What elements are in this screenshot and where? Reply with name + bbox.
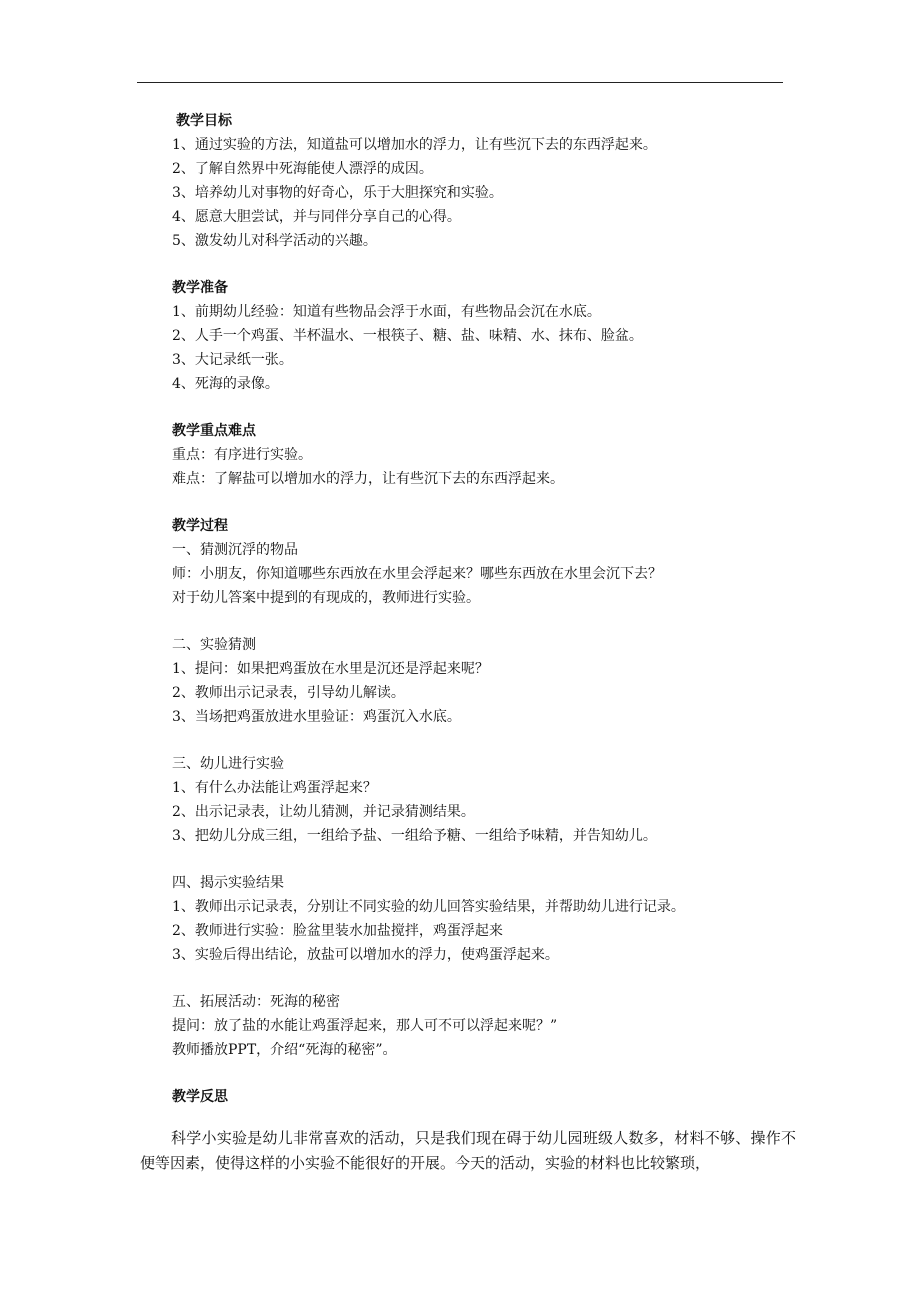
section-heading-goals: 教学目标: [176, 113, 232, 129]
list-item: 2、人手一个鸡蛋、半杯温水、一根筷子、糖、盐、味精、水、抹布、脸盆。: [172, 328, 643, 344]
spacer: [172, 1062, 792, 1085]
list-item: 1、教师出示记录表，分别让不同实验的幼儿回答实验结果，并帮助幼儿进行记录。: [172, 899, 685, 915]
list-item: 3、把幼儿分成三组，一组给予盐、一组给予糖、一组给予味精，并告知幼儿。: [172, 828, 657, 844]
list-item: 5、激发幼儿对科学活动的兴趣。: [172, 233, 377, 249]
list-item: 3、培养幼儿对事物的好奇心，乐于大胆探究和实验。: [172, 185, 503, 201]
list-item: 3、大记录纸一张。: [172, 352, 293, 368]
spacer: [172, 491, 792, 514]
spacer: [172, 610, 792, 633]
reflection-paragraph: 科学小实验是幼儿非常喜欢的活动，只是我们现在碍于幼儿园班级人数多，材料不够、操作不便等因素，使得这样的小实验不能很好的开展。今天的活动，实验的材料也比较繁琐，: [140, 1129, 796, 1172]
list-item: 提问：放了盐的水能让鸡蛋浮起来，那人可不可以浮起来呢？”: [172, 1018, 558, 1034]
spacer: [172, 848, 792, 871]
subsection-title: 三、幼儿进行实验: [172, 756, 284, 772]
document-body: [172, 109, 792, 1109]
list-item: 2、了解自然界中死海能使人漂浮的成因。: [172, 161, 433, 177]
list-item: 重点：有序进行实验。: [172, 447, 312, 463]
list-item: 2、出示记录表，让幼儿猜测，并记录猜测结果。: [172, 804, 475, 820]
list-item: 2、教师出示记录表，引导幼儿解读。: [172, 685, 405, 701]
list-item: 教师播放PPT，介绍“死海的秘密”。: [172, 1042, 397, 1058]
list-item: 师：小朋友，你知道哪些东西放在水里会浮起来？哪些东西放在水里会沉下去？: [172, 566, 662, 582]
list-item: 4、死海的录像。: [172, 376, 279, 392]
list-item: 3、实验后得出结论，放盐可以增加水的浮力，使鸡蛋浮起来。: [172, 947, 559, 963]
list-item: 1、提问：如果把鸡蛋放在水里是沉还是浮起来呢？: [172, 661, 489, 677]
list-item: 2、教师进行实验：脸盆里装水加盐搅拌，鸡蛋浮起来: [172, 923, 503, 939]
section-heading-process: 教学过程: [172, 518, 228, 534]
list-item: 对于幼儿答案中提到的有现成的，教师进行实验。: [172, 590, 480, 606]
subsection-title: 四、揭示实验结果: [172, 875, 284, 891]
spacer: [172, 253, 792, 276]
list-item: 1、通过实验的方法，知道盐可以增加水的浮力，让有些沉下去的东西浮起来。: [172, 137, 657, 153]
subsection-title: 二、实验猜测: [172, 637, 256, 653]
list-item: 1、前期幼儿经验：知道有些物品会浮于水面，有些物品会沉在水底。: [172, 304, 601, 320]
spacer: [172, 396, 792, 419]
section-heading-key-points: 教学重点难点: [172, 423, 256, 439]
list-item: 3、当场把鸡蛋放进水里验证：鸡蛋沉入水底。: [172, 709, 461, 725]
list-item: 1、有什么办法能让鸡蛋浮起来？: [172, 780, 377, 796]
section-heading-reflection: 教学反思: [172, 1089, 228, 1105]
section-heading-preparation: 教学准备: [172, 280, 228, 296]
list-item: 难点：了解盐可以增加水的浮力，让有些沉下去的东西浮起来。: [172, 471, 564, 487]
header-rule: [137, 82, 783, 83]
subsection-title: 一、猜测沉浮的物品: [172, 542, 298, 558]
subsection-title: 五、拓展活动：死海的秘密: [172, 994, 340, 1010]
list-item: 4、愿意大胆尝试，并与同伴分享自己的心得。: [172, 209, 461, 225]
spacer: [172, 729, 792, 752]
spacer: [172, 967, 792, 990]
